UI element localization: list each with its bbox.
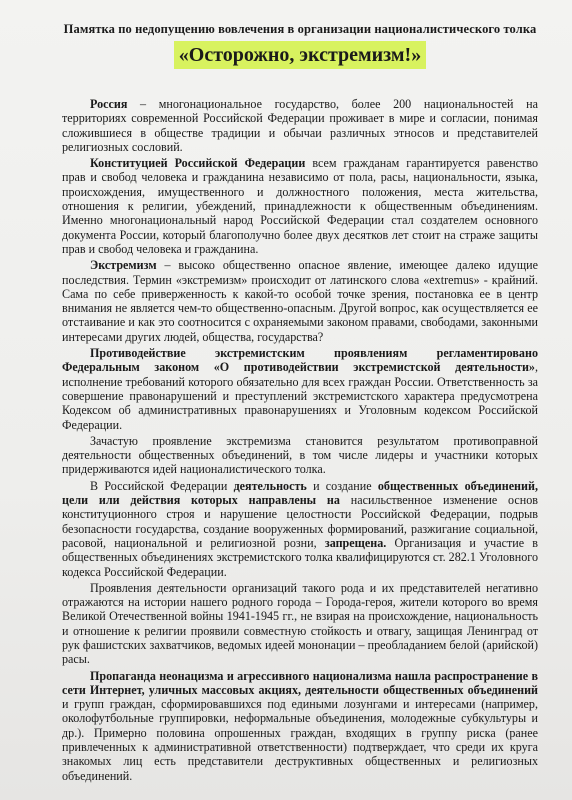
bold-text: запрещена. bbox=[324, 535, 387, 550]
highlighted-slogan: «Осторожно, экстремизм!» bbox=[174, 41, 426, 69]
text-run: и создание bbox=[306, 478, 378, 493]
bold-text: Экстремизм bbox=[90, 258, 157, 273]
paragraph bbox=[62, 258, 538, 344]
text-run: – многонациональное государство, более 200 национальностей на территориях современной Российской Федерации проживает в мире и согласии, понимая сложившиеся в обществе традиции и обычаи различных этносов и представителей религиозных сословий. bbox=[62, 97, 538, 154]
text-run: Зачастую проявление экстремизма становится результатом противоправной деятельности общественных объединений, в том числе лидеры и участники которых придерживаются идей националистического толка. bbox=[62, 433, 538, 477]
text-run: и групп граждан, сформировавшихся под едиными лозунгами и интересами (например, околофутбольные группировки, неформальные объединения, молодежные субкультуры и др.). Примерно половина опрошенных граждан, входящих в группу риска (ранее привлеченных к административной ответственности) подтверждает, что среди их круга знакомых лиц есть представители деструктивных общественных и религиозных объединений. bbox=[62, 697, 538, 783]
bold-text: Пропаганда неонацизма и агрессивного национализма нашла распространение в сети Интернет, уличных массовых акциях, деятельности общественных объединений bbox=[62, 668, 538, 697]
text-run: В Российской Федерации bbox=[90, 478, 234, 493]
text-run: насильственное изменение основ конституционного строя и нарушение целостности Российской Федерации, подрыв безопасности государства, создание вооруженных формирований, разжигание социальной, расовой, национальной и религиозной розни, bbox=[62, 493, 538, 550]
paragraph bbox=[62, 156, 538, 256]
slogan-container bbox=[62, 41, 538, 69]
bold-text: общественных объединений, цели или действия которых направлены на bbox=[62, 478, 538, 508]
paragraph bbox=[62, 97, 538, 154]
text-run: Организация и участие в общественных объединениях экстремистского толка квалифицируются ст. 282.1 Уголовного кодекса Российской Федерации. bbox=[62, 535, 538, 579]
paragraph bbox=[62, 346, 538, 432]
bold-text: Конституцией Российской Федерации bbox=[90, 156, 306, 171]
bold-text: деятельность bbox=[233, 478, 307, 493]
bold-text: Россия bbox=[90, 97, 128, 111]
bold-text: Противодействие экстремистским проявлениям регламентировано Федеральным законом «О противодействии экстремистской деятельности» bbox=[62, 346, 538, 375]
text-run: – высоко общественно опасное явление, имеющее далеко идущие последствия. Термин «экстремизм» происходит от латинского слова «extremus» - крайний. Сама по себе приверженность к какой-то особой точке зрения, постановка ее в центр внимания не является чем-то общественно-опасным. Другой вопрос, как осуществляется ее отстаивание и как это соотносится с охраняемыми законом правами, свободами, законными интересами других людей, общества, государства? bbox=[62, 258, 538, 344]
paragraph bbox=[62, 581, 538, 667]
document-body bbox=[62, 97, 538, 783]
text-run: , исполнение требований которого обязательно для всех граждан России. Ответственность за совершение правонарушений и преступлений экстремистского характера предусмотрена Кодексом об административных правонарушениях и Уголовным кодексом Российской Федерации. bbox=[62, 360, 538, 432]
text-run: Проявления деятельности организаций такого рода и их представителей негативно отражаются на истории нашего родного города – Города-героя, жители которого во время Великой Отечественной войны 1941-1945 гг., не взирая на происхождение, национальность и отношение к религии проявили совместную стойкость и отвагу, защищая Ленинград от рук фашистских захватчиков, ведомых идеей мононации – преобладанием белой (арийской) расы. bbox=[62, 580, 538, 667]
paragraph bbox=[62, 669, 538, 783]
paragraph bbox=[62, 434, 538, 477]
paragraph bbox=[62, 479, 538, 579]
memo-title: Памятка по недопущению вовлечения в организации националистического толка bbox=[63, 22, 537, 36]
text-run: всем гражданам гарантируется равенство прав и свобод человека и гражданина независимо от пола, расы, национальности, языка, происхождения, имущественного и должностного положения, места жительства, отношения к религии, убеждений, принадлежности к общественным объединениям. Именно многонациональный народ Российской Федерации стал создателем основного документа России, который благополучно более двух десятков лет стоит на страже защиты прав и свобод человека и гражданина. bbox=[62, 156, 539, 256]
